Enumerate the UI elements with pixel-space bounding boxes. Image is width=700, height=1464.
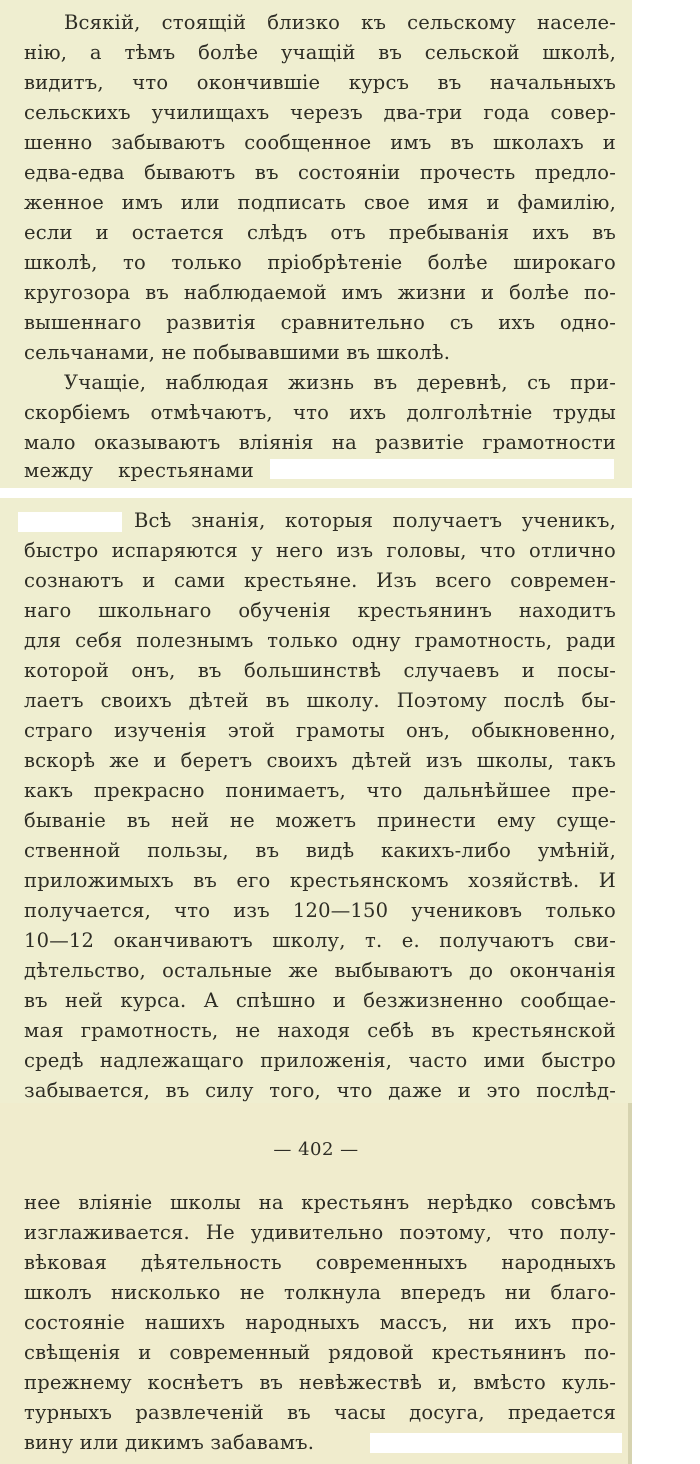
- text-line: сельчанами, не побывавшими въ школѣ.: [24, 341, 451, 364]
- text-line: забывается, въ силу того, что даже и это послѣд-: [24, 1079, 616, 1102]
- redaction-mask: [270, 459, 614, 479]
- text-line: кругозора въ наблюдаемой имъ жизни и болѣе по-: [24, 281, 616, 304]
- text-block-2: [0, 498, 632, 1103]
- text-line: въ ней курса. А спѣшно и безжизненно сообщае-: [24, 989, 616, 1012]
- text-line: бываніе въ ней не можетъ принести ему суще-: [24, 809, 616, 832]
- text-line: страго изученія этой грамоты онъ, обыкновенно,: [24, 719, 616, 742]
- text-line: изглаживается. Не удивительно поэтому, что полу-: [24, 1221, 616, 1244]
- text-line: видитъ, что окончившіе курсъ въ начальныхъ: [24, 71, 616, 94]
- text-line: ственной пользы, въ видѣ какихъ-либо умѣній,: [24, 839, 616, 862]
- redaction-mask: [18, 512, 122, 532]
- redaction-mask: [370, 1433, 622, 1453]
- page-number: — 402 —: [273, 1139, 359, 1160]
- text-line: быстро испаряются у него изъ головы, что отлично: [24, 539, 616, 562]
- text-line: состояніе нашихъ народныхъ массъ, ни ихъ про-: [24, 1311, 616, 1334]
- text-line: женное имъ или подписать свое имя и фамилію,: [24, 191, 616, 214]
- text-line: наго школьнаго обученія крестьянинъ находитъ: [24, 599, 616, 622]
- text-line: турныхъ развлеченій въ часы досуга, предается: [24, 1401, 616, 1424]
- text-line: Учащіе, наблюдая жизнь въ деревнѣ, съ при-: [64, 371, 616, 394]
- text-line: скорбіемъ отмѣчаютъ, что ихъ долголѣтніе труды: [24, 401, 616, 424]
- text-line: Всѣ знанія, которыя получаетъ ученикъ,: [134, 509, 616, 532]
- text-line: получается, что изъ 120—150 учениковъ только: [24, 899, 616, 922]
- text-line: едва-едва бываютъ въ состояніи прочесть предло-: [24, 161, 616, 184]
- text-line: вышеннаго развитія сравнительно съ ихъ одно-: [24, 311, 616, 334]
- text-line: если и остается слѣдъ отъ пребыванія ихъ въ: [24, 221, 616, 244]
- text-line: средѣ надлежащаго приложенія, часто ими быстро: [24, 1049, 616, 1072]
- text-line: для себя полезнымъ только одну грамотность, ради: [24, 629, 616, 652]
- text-line: школъ нисколько не толкнула впередъ ни благо-: [24, 1281, 616, 1304]
- text-line: сельскихъ училищахъ черезъ два-три года совер-: [24, 101, 616, 124]
- text-line: какъ прекрасно понимаетъ, что дальнѣйшее пре-: [24, 779, 616, 802]
- text-line: дѣтельство, остальные же выбываютъ до окончанія: [24, 959, 616, 982]
- text-line: 10—12 оканчиваютъ школу, т. е. получаютъ сви-: [24, 929, 616, 952]
- text-line: сознаютъ и сами крестьяне. Изъ всего современ-: [24, 569, 616, 592]
- text-line: нію, а тѣмъ болѣе учащій въ сельской школѣ,: [24, 41, 616, 64]
- text-line: мая грамотность, не находя себѣ въ крестьянской: [24, 1019, 616, 1042]
- text-block-1: [0, 0, 632, 488]
- text-line: Всякій, стоящій близко къ сельскому населе-: [64, 11, 616, 34]
- text-line: прежнему коснѣетъ въ невѣжествѣ и, вмѣсто куль-: [24, 1371, 616, 1394]
- text-line: школѣ, то только пріобрѣтеніе болѣе широкаго: [24, 251, 616, 274]
- text-line: вину или дикимъ забавамъ.: [24, 1431, 315, 1454]
- text-line: которой онъ, въ большинствѣ случаевъ и посы-: [24, 659, 616, 682]
- text-line: шенно забываютъ сообщенное имъ въ школахъ и: [24, 131, 616, 154]
- text-line: лаетъ своихъ дѣтей въ школу. Поэтому послѣ бы-: [24, 689, 616, 712]
- text-line: мало оказываютъ вліянія на развитіе грамотности: [24, 431, 616, 454]
- text-line: вѣковая дѣятельность современныхъ народныхъ: [24, 1251, 616, 1274]
- text-line: между крестьянами: [24, 459, 254, 482]
- text-line: приложимыхъ въ его крестьянскомъ хозяйствѣ. И: [24, 869, 616, 892]
- text-line: свѣщенія и современный рядовой крестьянинъ по-: [24, 1341, 616, 1364]
- text-block-3: [0, 1103, 632, 1464]
- text-line: вскорѣ же и беретъ своихъ дѣтей изъ школы, такъ: [24, 749, 616, 772]
- text-line: нее вліяніе школы на крестьянъ нерѣдко совсѣмъ: [24, 1191, 616, 1214]
